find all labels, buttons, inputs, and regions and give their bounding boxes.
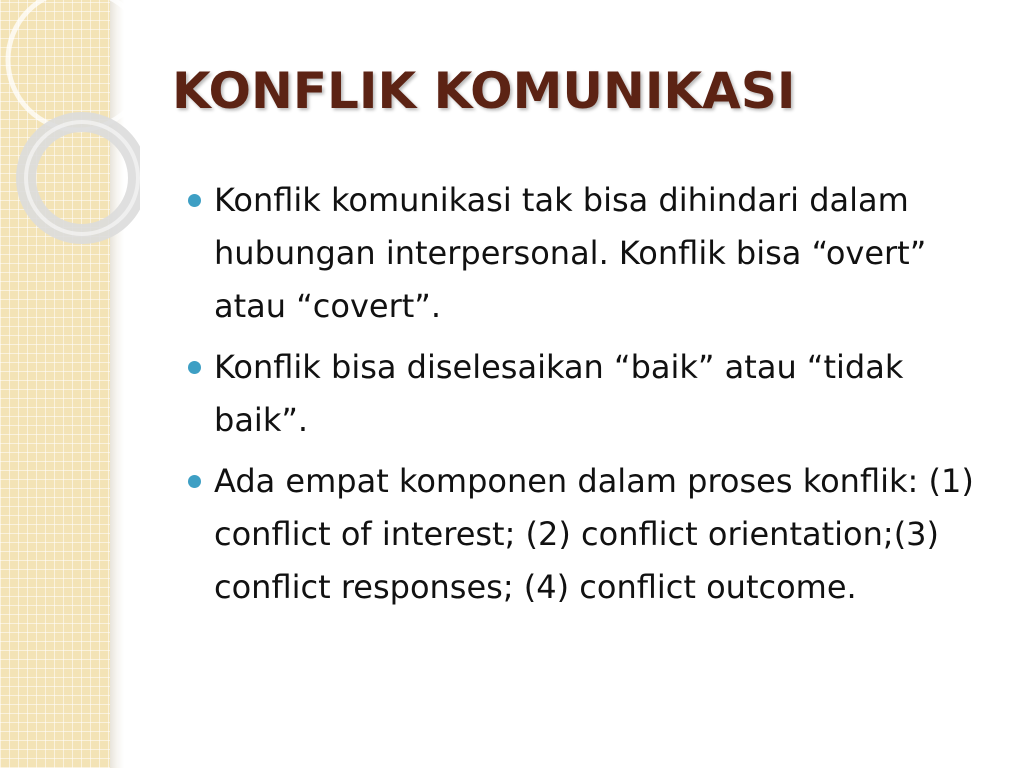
bullet-text: Konflik komunikasi tak bisa dihindari dalam hubungan interpersonal. Konflik bisa “overt” atau “covert”.	[214, 181, 927, 325]
decorative-rings	[0, 0, 140, 260]
bullet-marker-icon	[188, 194, 201, 207]
slide-title: KONFLIK KOMUNIKASI	[172, 62, 796, 120]
bullet-text: Konflik bisa diselesaikan “baik” atau “tidak baik”.	[214, 348, 904, 439]
bullet-list	[182, 174, 1002, 622]
bullet-item	[182, 455, 1002, 614]
bullet-marker-icon	[188, 475, 201, 488]
bullet-text: Ada empat komponen dalam proses konflik: (1) conflict of interest; (2) conflict orientation;(3) conflict responses; (4) conflict outcome.	[214, 462, 974, 606]
bullet-item	[182, 341, 1002, 447]
bullet-marker-icon	[188, 361, 201, 374]
bullet-item	[182, 174, 1002, 333]
